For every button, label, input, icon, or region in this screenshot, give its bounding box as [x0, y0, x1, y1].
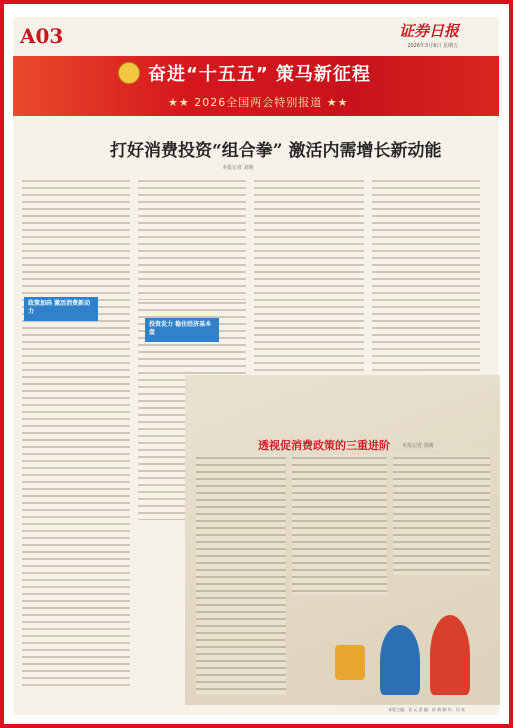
- second-article-byline: 本报记者 刘萌: [402, 443, 434, 449]
- banner-subtitle: ★★ 2026全国两会特别报道 ★★: [168, 96, 349, 109]
- text-column: [292, 455, 387, 595]
- second-article-headline: 透视促消费政策的三重进阶: [258, 439, 390, 452]
- article-headline: 打好消费投资“组合拳” 激活内需增长新动能: [110, 141, 442, 161]
- shopper-figure: [430, 615, 470, 695]
- page-footer: 本版主编：袁 元 责 编：孙 倩 制 作：闫 亮: [388, 707, 465, 712]
- text-column: [254, 178, 364, 378]
- newspaper-logo: 证券日报: [398, 22, 459, 40]
- section-heading: 投资发力 稳住经济基本盘: [145, 318, 219, 342]
- text-column: [196, 455, 286, 695]
- shopper-figure: [380, 625, 420, 695]
- national-emblem-icon: [118, 62, 140, 84]
- shopping-bag-icon: [335, 645, 365, 680]
- dateline: 2026年3月6日 星期五: [407, 43, 458, 49]
- banner-title: 奋进“十五五” 策马新征程: [148, 64, 371, 85]
- section-heading: 政策加码 激活消费新动力: [24, 297, 98, 321]
- page-number: A03: [20, 24, 64, 48]
- article-byline: 本报记者 刘萌: [222, 165, 254, 171]
- text-column: [393, 455, 490, 575]
- text-column: [22, 178, 130, 688]
